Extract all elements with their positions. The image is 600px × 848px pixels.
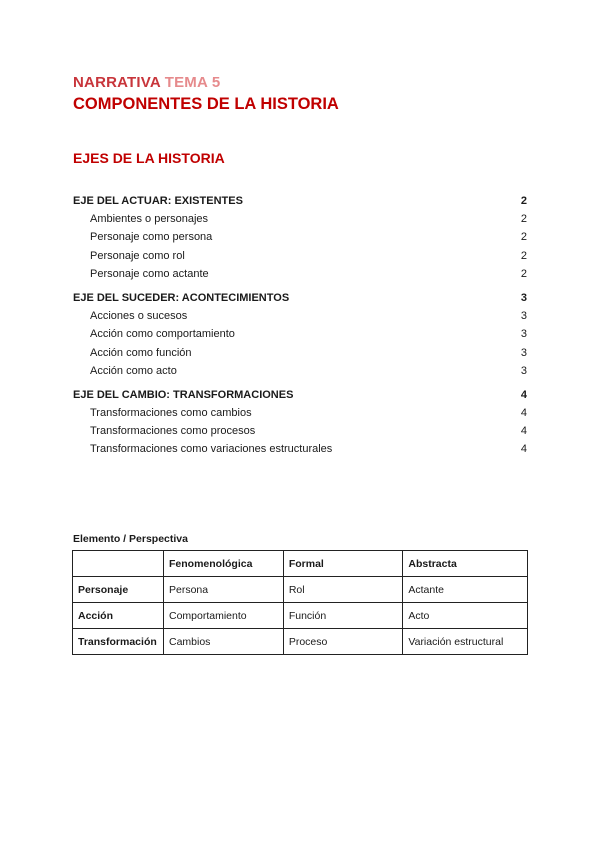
toc-entry-label: Acción como acto: [90, 364, 177, 377]
toc-item[interactable]: [73, 228, 527, 246]
table-header-row: [73, 551, 528, 577]
toc-entry-label: Personaje como actante: [90, 267, 209, 280]
toc-heading[interactable]: [73, 386, 527, 404]
toc-entry-label: Personaje como rol: [90, 249, 185, 262]
toc-page-number: 4: [520, 443, 527, 456]
toc-entry-label: Personaje como persona: [90, 231, 213, 244]
toc-page-number: 2: [520, 249, 527, 262]
row-header-cell: Personaje: [73, 577, 164, 603]
toc-page-number: 4: [520, 425, 527, 438]
table-cell: Acto: [403, 603, 528, 629]
subject-label: NARRATIVA: [73, 74, 161, 91]
table-cell: Comportamiento: [163, 603, 283, 629]
table-row: [73, 603, 528, 629]
toc-group: [73, 289, 527, 380]
toc-page-number: 2: [520, 213, 527, 226]
unit-label: TEMA 5: [164, 74, 221, 91]
column-header: Fenomenológica: [163, 551, 283, 577]
table-cell: Función: [283, 603, 403, 629]
toc-heading[interactable]: [73, 289, 527, 307]
toc-item[interactable]: [73, 440, 527, 458]
toc-entry-label: EJE DEL CAMBIO: TRANSFORMACIONES: [73, 388, 294, 401]
toc-page-number: 4: [520, 388, 527, 401]
toc-group: [73, 192, 527, 283]
document-header: [73, 74, 339, 115]
column-header: [73, 551, 164, 577]
toc-page-number: 2: [520, 231, 527, 244]
toc-entry-label: Acciones o sucesos: [90, 310, 188, 323]
toc-page-number: 2: [520, 267, 527, 280]
table-cell: Proceso: [283, 629, 403, 655]
toc-page-number: 3: [520, 328, 527, 341]
row-header-cell: Acción: [73, 603, 164, 629]
toc-entry-label: EJE DEL ACTUAR: EXISTENTES: [73, 195, 243, 207]
toc-item[interactable]: [73, 307, 527, 325]
toc-group: [73, 386, 527, 459]
toc-item[interactable]: [73, 422, 527, 440]
table-of-contents: [73, 192, 527, 465]
toc-heading[interactable]: [73, 192, 527, 210]
column-header: Abstracta: [403, 551, 528, 577]
toc-page-number: 3: [520, 364, 527, 377]
toc-item[interactable]: [73, 325, 527, 343]
table-body: [73, 577, 528, 655]
toc-entry-label: Transformaciones como variaciones estructurales: [90, 443, 333, 456]
table-row: [73, 629, 528, 655]
toc-entry-label: Acción como función: [90, 346, 192, 359]
toc-item[interactable]: [73, 210, 527, 228]
toc-entry-label: Ambientes o personajes: [90, 213, 209, 226]
toc-item[interactable]: [73, 404, 527, 422]
table-cell: Actante: [403, 577, 528, 603]
perspective-table: [72, 550, 528, 655]
column-header: Formal: [283, 551, 403, 577]
toc-page-number: 2: [520, 195, 527, 207]
table-cell: Variación estructural: [403, 629, 528, 655]
table-cell: Persona: [163, 577, 283, 603]
toc-item[interactable]: [73, 344, 527, 362]
section-title: EJES DE LA HISTORIA: [73, 150, 225, 166]
table-row: [73, 577, 528, 603]
toc-page-number: 3: [520, 310, 527, 323]
row-header-cell: Transformación: [73, 629, 164, 655]
toc-page-number: 4: [520, 407, 527, 420]
table-cell: Rol: [283, 577, 403, 603]
subject-line: [73, 74, 339, 92]
toc-item[interactable]: [73, 362, 527, 380]
toc-page-number: 3: [520, 346, 527, 359]
toc-item[interactable]: [73, 247, 527, 265]
toc-entry-label: EJE DEL SUCEDER: ACONTECIMIENTOS: [73, 291, 290, 304]
toc-entry-label: Transformaciones como procesos: [90, 425, 256, 438]
toc-item[interactable]: [73, 265, 527, 283]
table-cell: Cambios: [163, 629, 283, 655]
document-title: COMPONENTES DE LA HISTORIA: [73, 95, 339, 113]
toc-entry-label: Transformaciones como cambios: [90, 407, 252, 420]
toc-page-number: 3: [520, 291, 527, 304]
table-caption: Elemento / Perspectiva: [73, 533, 188, 545]
toc-entry-label: Acción como comportamiento: [90, 328, 235, 341]
